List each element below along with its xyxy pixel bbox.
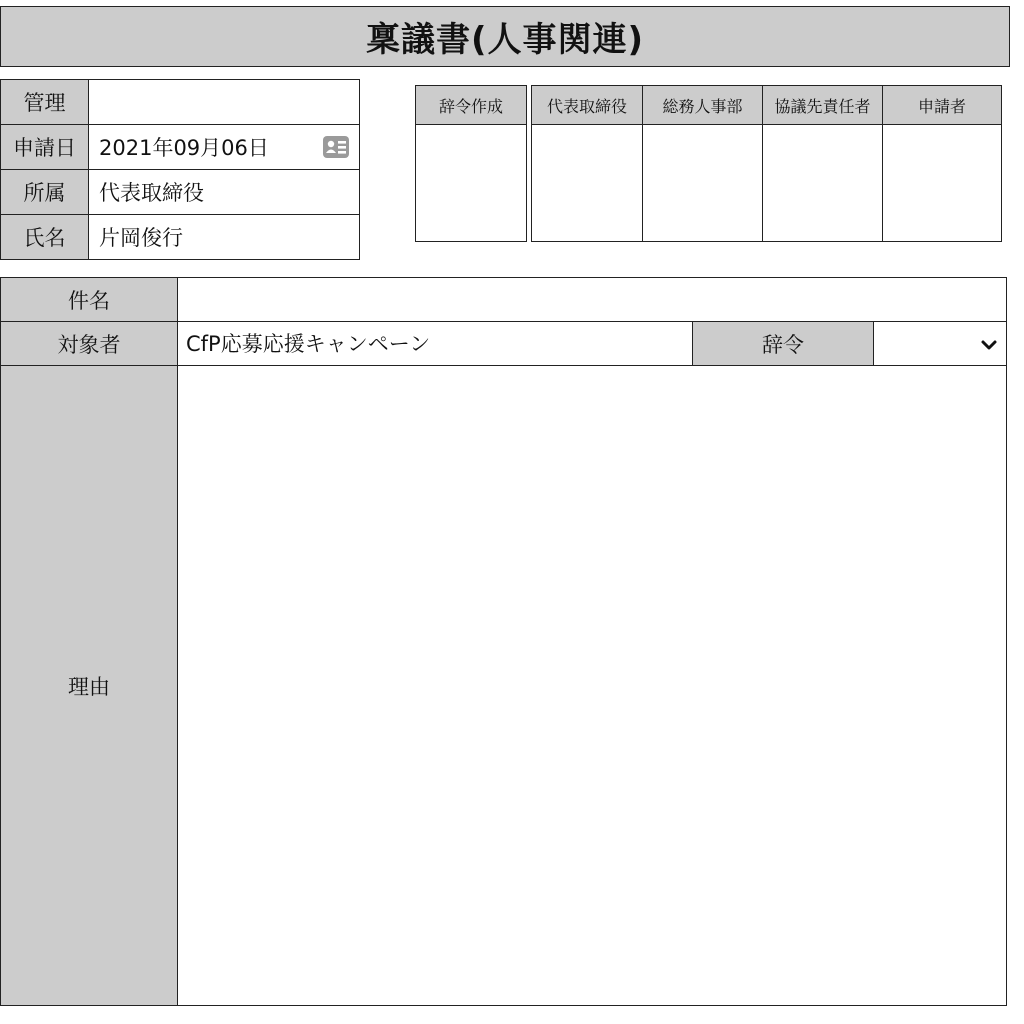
- department-field[interactable]: 代表取締役: [88, 169, 360, 215]
- department-label: 所属: [0, 169, 89, 215]
- target-person-input[interactable]: CfP応募応援キャンペーン: [177, 321, 693, 366]
- approval-stamp-counterpart[interactable]: [762, 124, 883, 242]
- subject-label: 件名: [0, 277, 178, 322]
- approval-header-hr: 総務人事部: [642, 85, 763, 125]
- appointment-select[interactable]: [873, 321, 1007, 366]
- contact-card-icon[interactable]: [323, 136, 349, 158]
- approval-stamp-appointment[interactable]: [415, 124, 527, 242]
- application-date-label: 申請日: [0, 124, 89, 170]
- approval-header-counterpart: 協議先責任者: [762, 85, 883, 125]
- subject-input[interactable]: [177, 277, 1007, 322]
- page-title: 稟議書(人事関連): [365, 20, 645, 60]
- application-date-field[interactable]: [88, 124, 360, 170]
- approval-header-ceo: 代表取締役: [531, 85, 643, 125]
- approval-stamp-applicant[interactable]: [882, 124, 1002, 242]
- name-field[interactable]: 片岡俊行: [88, 214, 360, 260]
- approval-stamp-hr[interactable]: [642, 124, 763, 242]
- management-label: 管理: [0, 79, 89, 125]
- approval-header-appointment: 辞令作成: [415, 85, 527, 125]
- reason-textarea[interactable]: [177, 365, 1007, 1006]
- reason-label: 理由: [0, 365, 178, 1006]
- approval-stamp-ceo[interactable]: [531, 124, 643, 242]
- target-person-label: 対象者: [0, 321, 178, 366]
- approval-header-applicant: 申請者: [882, 85, 1002, 125]
- name-label: 氏名: [0, 214, 89, 260]
- appointment-label: 辞令: [692, 321, 874, 366]
- application-date-value: 2021年09月06日: [99, 136, 269, 160]
- management-field[interactable]: [88, 79, 360, 125]
- chevron-down-icon[interactable]: [980, 335, 998, 353]
- title-bar: [0, 6, 1010, 67]
